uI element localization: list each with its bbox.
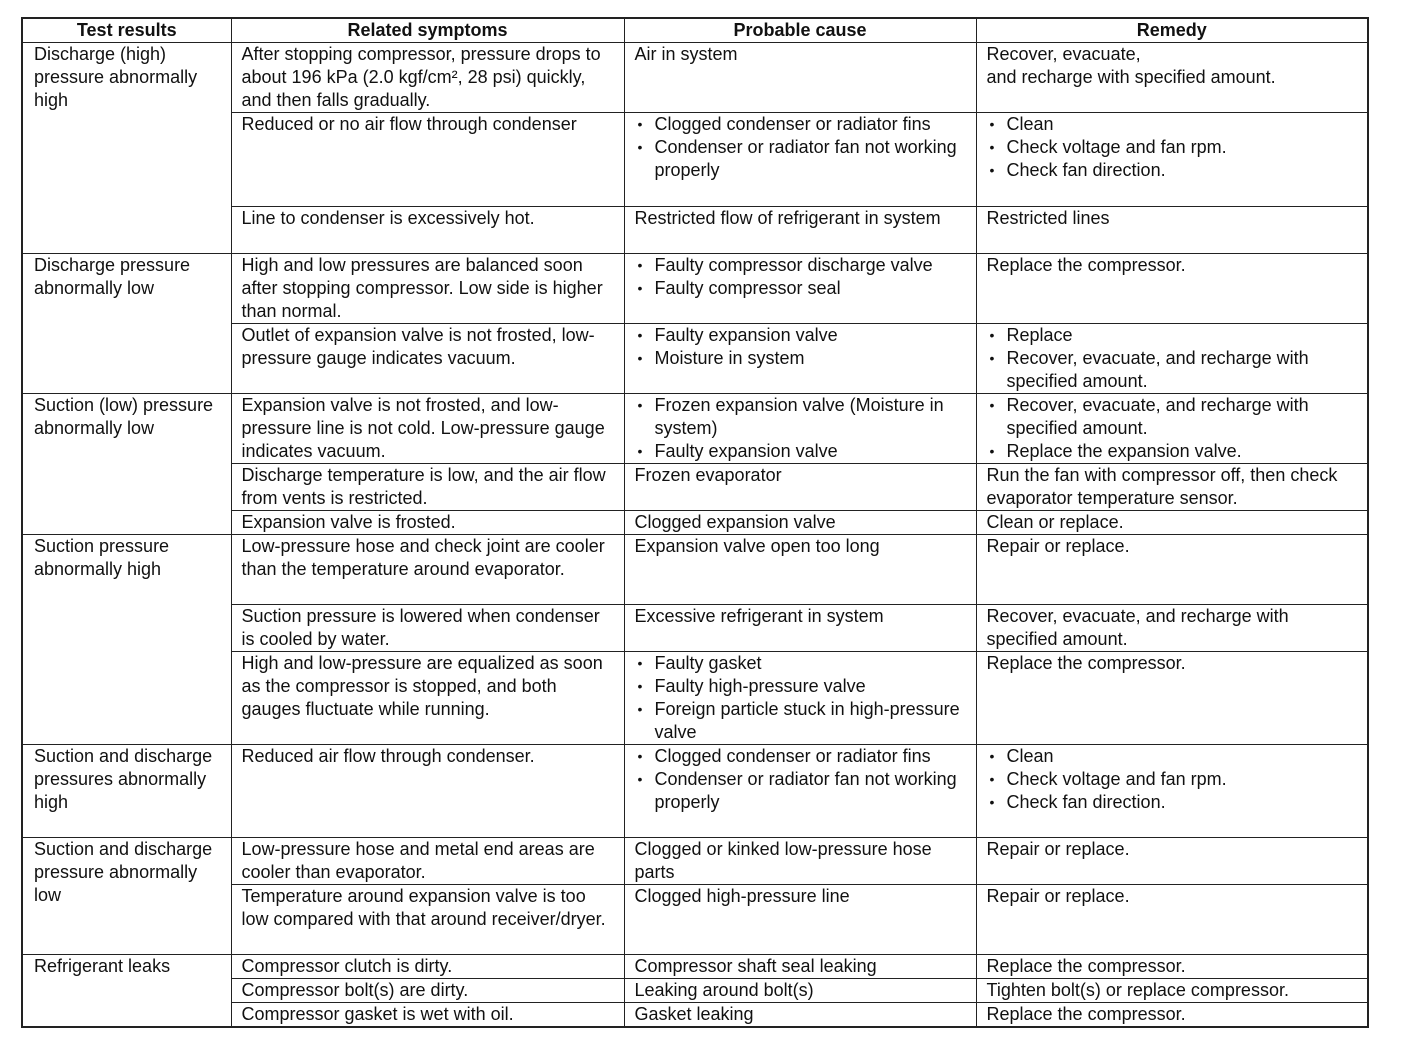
remedy-list-item: • Check voltage and fan rpm. — [987, 136, 1362, 159]
remedy-text: Tighten bolt(s) or replace compressor. — [986, 980, 1289, 1000]
probable-cause-cell — [624, 113, 976, 207]
symptom-cell: High and low pressures are balanced soon after stopping compressor. Low side is higher than normal. — [231, 254, 624, 324]
symptom-cell: After stopping compressor, pressure drops to about 196 kPa (2.0 kgf/cm², 28 psi) quickly, and then falls gradually. — [231, 43, 624, 113]
probable-cause-list-item: • Condenser or radiator fan not working properly — [635, 136, 970, 182]
header-test-results: Test results — [22, 18, 231, 43]
test-result-cell: Refrigerant leaks — [22, 955, 231, 1028]
remedy-cell — [976, 43, 1368, 113]
header-probable-cause: Probable cause — [624, 18, 976, 43]
remedy-list-item: • Check voltage and fan rpm. — [987, 768, 1362, 791]
remedy-text: Recover, evacuate, — [986, 44, 1141, 64]
remedy-list-item: • Recover, evacuate, and recharge with specified amount. — [987, 394, 1362, 440]
probable-cause-list-item: • Condenser or radiator fan not working properly — [635, 768, 970, 814]
probable-cause-text: Clogged expansion valve — [634, 512, 836, 532]
probable-cause-text: Clogged or kinked low-pressure hose parts — [634, 839, 932, 882]
test-result-cell: Suction (low) pressure abnormally low — [22, 394, 231, 535]
remedy-text: Replace the compressor. — [986, 653, 1186, 673]
remedy-list-item: • Check fan direction. — [987, 159, 1362, 182]
test-result-cell: Discharge (high) pressure abnormally high — [22, 43, 231, 254]
table-row — [22, 43, 1368, 113]
table-row — [22, 955, 1368, 979]
symptom-cell: Suction pressure is lowered when condenser is cooled by water. — [231, 605, 624, 652]
remedy-list-item: • Recover, evacuate, and recharge with specified amount. — [987, 347, 1362, 393]
probable-cause-list-item: • Faulty compressor seal — [635, 277, 970, 300]
probable-cause-list-item: • Faulty high-pressure valve — [635, 675, 970, 698]
table-row — [22, 838, 1368, 885]
probable-cause-text: Restricted flow of refrigerant in system — [634, 208, 941, 228]
remedy-cell — [976, 464, 1368, 511]
symptom-cell: Low-pressure hose and check joint are cooler than the temperature around evaporator. — [231, 535, 624, 605]
table-row — [22, 745, 1368, 838]
symptom-cell: Compressor bolt(s) are dirty. — [231, 979, 624, 1003]
table-row — [22, 394, 1368, 464]
probable-cause-cell — [624, 885, 976, 955]
remedy-text: Recover, evacuate, and recharge with specified amount. — [986, 606, 1289, 649]
probable-cause-text: Clogged high-pressure line — [634, 886, 850, 906]
symptom-cell: Reduced air flow through condenser. — [231, 745, 624, 838]
probable-cause-list-item: • Faulty expansion valve — [635, 440, 970, 463]
remedy-cell — [976, 1003, 1368, 1028]
test-result-cell: Suction pressure abnormally high — [22, 535, 231, 745]
troubleshooting-table — [21, 17, 1369, 1028]
probable-cause-text: Expansion valve open too long — [634, 536, 880, 556]
probable-cause-list-item: • Faulty gasket — [635, 652, 970, 675]
troubleshooting-sheet — [21, 17, 1369, 1028]
remedy-text: Repair or replace. — [986, 839, 1130, 859]
remedy-list-item: • Clean — [987, 745, 1362, 768]
symptom-cell: Compressor clutch is dirty. — [231, 955, 624, 979]
symptom-cell: Expansion valve is not frosted, and low-pressure line is not cold. Low-pressure gauge indicates vacuum. — [231, 394, 624, 464]
remedy-list-item: • Clean — [987, 113, 1362, 136]
header-related-symptoms: Related symptoms — [231, 18, 624, 43]
probable-cause-cell — [624, 955, 976, 979]
remedy-text: Run the fan with compressor off, then check evaporator temperature sensor. — [986, 465, 1338, 508]
remedy-list — [987, 394, 1362, 463]
remedy-cell — [976, 207, 1368, 254]
remedy-text: and recharge with specified amount. — [986, 67, 1276, 87]
probable-cause-cell — [624, 254, 976, 324]
symptom-cell: High and low-pressure are equalized as soon as the compressor is stopped, and both gauges fluctuate while running. — [231, 652, 624, 745]
header-row — [22, 18, 1368, 43]
probable-cause-list-item: • Faulty compressor discharge valve — [635, 254, 970, 277]
test-result-cell: Discharge pressure abnormally low — [22, 254, 231, 394]
probable-cause-cell — [624, 511, 976, 535]
remedy-list — [987, 745, 1362, 814]
probable-cause-list — [635, 254, 970, 300]
remedy-cell — [976, 535, 1368, 605]
probable-cause-cell — [624, 535, 976, 605]
probable-cause-cell — [624, 207, 976, 254]
probable-cause-list-item: • Frozen expansion valve (Moisture in system) — [635, 394, 970, 440]
probable-cause-list-item: • Moisture in system — [635, 347, 970, 370]
symptom-cell: Line to condenser is excessively hot. — [231, 207, 624, 254]
test-result-cell: Suction and discharge pressure abnormally low — [22, 838, 231, 955]
probable-cause-list — [635, 745, 970, 814]
remedy-cell — [976, 394, 1368, 464]
remedy-cell — [976, 979, 1368, 1003]
remedy-cell — [976, 652, 1368, 745]
remedy-cell — [976, 113, 1368, 207]
remedy-list-item: • Check fan direction. — [987, 791, 1362, 814]
remedy-cell — [976, 885, 1368, 955]
probable-cause-list — [635, 324, 970, 370]
remedy-text: Clean or replace. — [986, 512, 1124, 532]
remedy-cell — [976, 254, 1368, 324]
remedy-list — [987, 113, 1362, 182]
table-body — [22, 43, 1368, 1028]
remedy-list — [987, 324, 1362, 393]
symptom-cell: Expansion valve is frosted. — [231, 511, 624, 535]
probable-cause-cell — [624, 838, 976, 885]
probable-cause-list-item: • Clogged condenser or radiator fins — [635, 113, 970, 136]
symptom-cell: Outlet of expansion valve is not frosted, low-pressure gauge indicates vacuum. — [231, 324, 624, 394]
probable-cause-list-item: • Foreign particle stuck in high-pressure valve — [635, 698, 970, 744]
probable-cause-cell — [624, 1003, 976, 1028]
remedy-text: Repair or replace. — [986, 536, 1130, 556]
probable-cause-text: Excessive refrigerant in system — [634, 606, 884, 626]
remedy-text: Replace the compressor. — [986, 255, 1186, 275]
probable-cause-cell — [624, 394, 976, 464]
table-row — [22, 535, 1368, 605]
symptom-cell: Temperature around expansion valve is too low compared with that around receiver/dryer. — [231, 885, 624, 955]
symptom-cell: Reduced or no air flow through condenser — [231, 113, 624, 207]
symptom-cell: Low-pressure hose and metal end areas are cooler than evaporator. — [231, 838, 624, 885]
probable-cause-cell — [624, 605, 976, 652]
probable-cause-cell — [624, 652, 976, 745]
probable-cause-cell — [624, 43, 976, 113]
remedy-text: Replace the compressor. — [986, 1004, 1186, 1024]
probable-cause-text: Gasket leaking — [634, 1004, 754, 1024]
probable-cause-cell — [624, 464, 976, 511]
test-result-cell: Suction and discharge pressures abnormally high — [22, 745, 231, 838]
remedy-cell — [976, 745, 1368, 838]
probable-cause-cell — [624, 745, 976, 838]
remedy-text: Replace the compressor. — [986, 956, 1186, 976]
remedy-cell — [976, 605, 1368, 652]
probable-cause-text: Leaking around bolt(s) — [634, 980, 814, 1000]
remedy-list-item: • Replace the expansion valve. — [987, 440, 1362, 463]
remedy-text: Repair or replace. — [986, 886, 1130, 906]
table-row — [22, 254, 1368, 324]
symptom-cell: Discharge temperature is low, and the air flow from vents is restricted. — [231, 464, 624, 511]
symptom-cell: Compressor gasket is wet with oil. — [231, 1003, 624, 1028]
remedy-cell — [976, 511, 1368, 535]
probable-cause-list-item: • Clogged condenser or radiator fins — [635, 745, 970, 768]
probable-cause-cell — [624, 324, 976, 394]
probable-cause-cell — [624, 979, 976, 1003]
remedy-list-item: • Replace — [987, 324, 1362, 347]
probable-cause-list-item: • Faulty expansion valve — [635, 324, 970, 347]
remedy-text: Restricted lines — [986, 208, 1110, 228]
remedy-cell — [976, 838, 1368, 885]
probable-cause-list — [635, 652, 970, 744]
probable-cause-list — [635, 113, 970, 182]
probable-cause-list — [635, 394, 970, 463]
probable-cause-text: Frozen evaporator — [634, 465, 782, 485]
remedy-cell — [976, 955, 1368, 979]
probable-cause-text: Compressor shaft seal leaking — [634, 956, 877, 976]
probable-cause-text: Air in system — [634, 44, 738, 64]
remedy-cell — [976, 324, 1368, 394]
header-remedy: Remedy — [976, 18, 1368, 43]
